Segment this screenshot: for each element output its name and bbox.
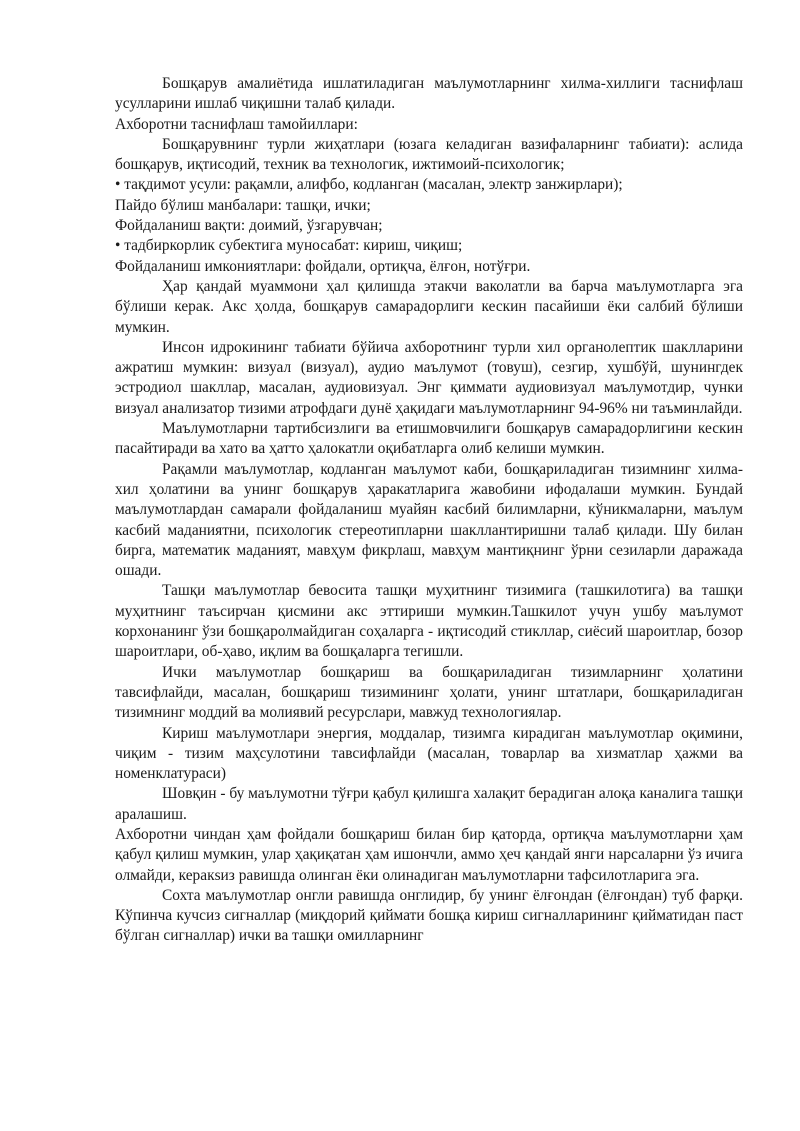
paragraph-management-aspects: Бошқарувнинг турли жиҳатлари (юзага келадиган вазифаларнинг табиати): аслида бошқарув, иқтисодий, техник ва технологик, ижтимоий-психологик;: [115, 135, 743, 174]
paragraph-internal-data: Ички маълумотлар бошқариш ва бошқариладиган тизимларнинг ҳолатини тавсифлайди, масалан, бошқариш тизимининг ҳолати, унинг штатлари, бошқариладиган тизимнинг моддий ва молиявий ресурслари, мавжуд технологиялар.: [115, 663, 743, 722]
paragraph-principles-heading: Ахборотни таснифлаш тамойиллари:: [115, 115, 358, 133]
list-item-presentation: • тақдимот усули: рақамли, алифбо, кодланган (масалан, электр занжирлари);: [115, 176, 623, 194]
paragraph-external-data: Ташқи маълумотлар бевосита ташқи муҳитнинг тизимига (ташкилотига) ва ташқи муҳитнинг таъсирчан қисмини акс эттириши мумкин.Ташкилот учун ушбу маълумот корхонанинг ўзи бошқаролмайдиган соҳаларга - иқтисодий стикллар, сиёсий шароитлар, бозор шароитлари, об-ҳаво, иқлим ва бошқаларга тегишли.: [115, 582, 743, 661]
paragraph-redundant-data: Ахборотни чиндан ҳам фойдали бошқариш билан бир қаторда, ортиқча маълумотларни ҳам қабул қилиш мумкин, улар ҳақиқатан ҳам ишончли, аммо ҳеч қандай янги нарсаларни ўз ичига олмайди, керакsиз равишда олинган ёки олинадиган маълумотларни тафсилотларига эга.: [115, 825, 743, 884]
list-item-sources: Пайдо бўлиш манбалари: ташқи, ички;: [115, 196, 371, 214]
document-page: [115, 74, 743, 947]
paragraph-diversity: Бошқарув амалиётида ишлатиладиган маълумотларнинг хилма-хиллиги таснифлаш усулларини ишлаб чиқишни талаб қилади.: [115, 75, 743, 113]
list-item-usage-time: Фойдаланиш вақти: доимий, ўзгарувчан;: [115, 217, 383, 235]
paragraph-false-data: Сохта маълумотлар онгли равишда онглидир, бу унинг ёлғондан (ёлғондан) туб фарқи. Кўпинча кучсиз сигналлар (миқдорий қиймати бошқа кириш сигналларининг қийматидан паст бўлган сигналлар) ички ва ташқи омилларнинг: [115, 886, 743, 945]
paragraph-leader-information: Ҳар қандай муаммони ҳал қилишда этакчи ваколатли ва барча маълумотларга эга бўлиши керак. Акс ҳолда, бошқарув самарадорлиги кескин пасайиши ёки салбий бўлиши мумкин.: [115, 277, 743, 336]
paragraph-perception: Инсон идрокининг табиати бўйича ахборотнинг турли хил органолептик шаклларини ажратиш мумкин: визуал (визуал), аудио маълумот (товуш), сезгир, хушбўй, шунингдек эстродиол шакллар, масалан, аудиовизуал. Энг қиммати аудиовизуал маълумотдир, чунки визуал анализатор тизими атрофдаги дунё ҳақидаги маълумотларнинг 94-96% ни таъминлайди.: [115, 338, 743, 417]
list-item-usage-options: Фойдаланиш имкониятлари: фойдали, ортиқча, ёлғон, нотўғри.: [115, 257, 531, 275]
paragraph-noise: Шовқин - бу маълумотни тўғри қабул қилишга халақит берадиган алоқа каналига ташқи аралашиш.: [115, 785, 743, 823]
paragraph-input-data: Кириш маълумотлари энергия, моддалар, тизимга кирадиган маълумотлар оқимини, чиқим - тизим маҳсулотини тавсифлайди (масалан, товарлар ва хизматлар ҳажми ва номенклатураси): [115, 724, 743, 783]
paragraph-disorder: Маълумотларни тартибсизлиги ва етишмовчилиги бошқарув самарадорлигини кескин пасайтиради ва хато ва ҳатто ҳалокатли оқибатларга олиб келиши мумкин.: [115, 420, 743, 458]
list-item-business-relation: • тадбиркорлик субектига муносабат: кириш, чиқиш;: [115, 237, 463, 255]
paragraph-numeric-data: Рақамли маълумотлар, кодланган маълумот каби, бошқариладиган тизимнинг хилма-хил ҳолатини ва унинг бошқарув ҳаракатларига жавобини ифодалаши мумкин. Бундай маълумотлардан самарали фойдаланиш муайян касбий билимларни, кўникмаларни, маълум касбий маданиятни, психологик стереотипларни шакллантиришни талаб қилади. Шу билан бирга, математик маданият, мавҳум фикрлаш, мавҳум мантиқнинг ўрни сезиларли даражада ошади.: [115, 460, 743, 580]
